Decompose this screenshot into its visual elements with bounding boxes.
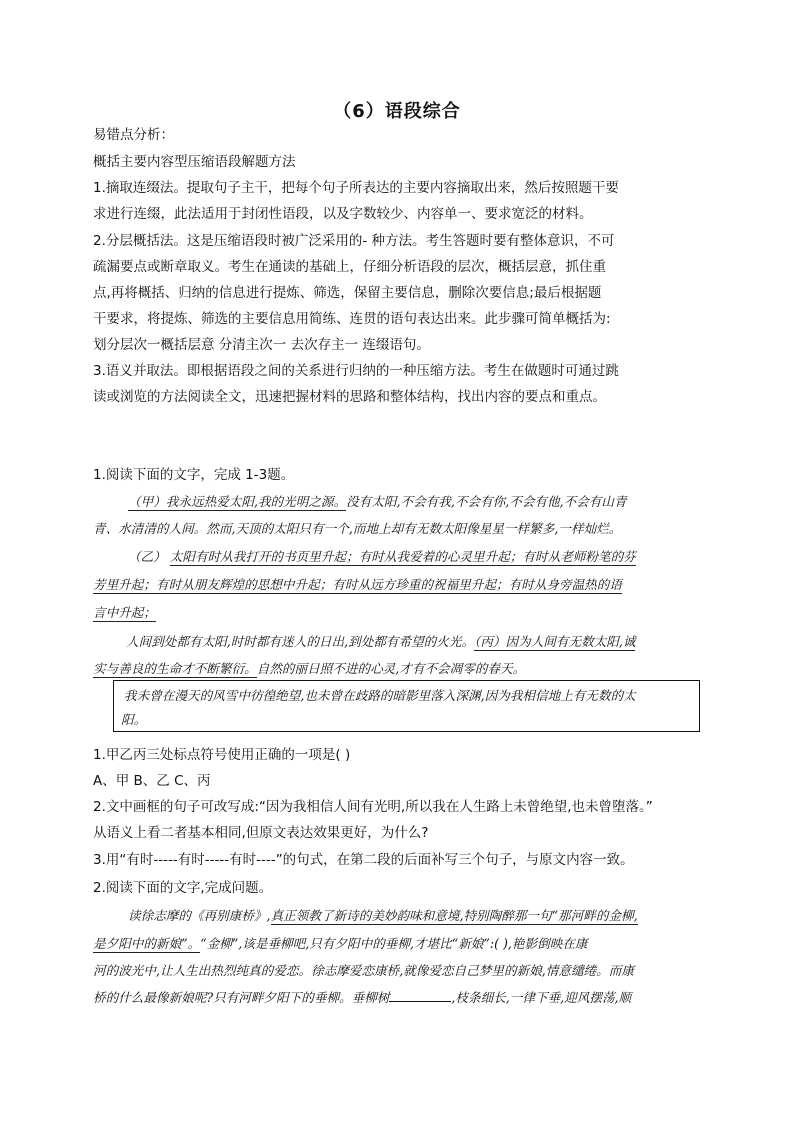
boxed-sentence-line: 我未曾在漫天的风雪中彷徨绝望,也未曾在歧路的暗影里落入深渊,因为我相信地上有无数的太: [124, 688, 636, 703]
passage-line: 实与善良的生命才不断繁衍。自然的丽日照不进的心灵,才有不会凋零的春天。: [93, 661, 526, 676]
analysis-subheading: 概括主要内容型压缩语段解题方法: [93, 154, 296, 170]
passage-line: [93, 604, 156, 622]
passage-paragraph-2: （乙） 太阳有时从我打开的书页里升起；有时从我爱着的心灵里升起；有时从老师粉笔的芬: [128, 549, 636, 564]
underlined-sentence: 真正领教了新诗的美妙韵味和意境,特别陶醉那一句“那河畔的金柳,: [270, 908, 638, 923]
sub-question-3: 3.用“有时-----有时-----有时----”的句式，在第二段的后面补写三个句子，与原文内容一致。: [93, 852, 634, 868]
analysis-line: 求进行连缀，此法适用于封闭性语段，以及字数较少、内容单一、要求宽泛的材料。: [93, 206, 593, 222]
underlined-sentence: 是夕阳中的新娘”。: [93, 936, 201, 951]
question-1-intro: 1.阅读下面的文字，完成 1-3题。: [93, 467, 295, 483]
sub-question-1-options: A、甲 B、乙 C、丙: [93, 773, 211, 789]
analysis-line: 1.摘取连缀法。提取句子主干，把每个句子所表达的主要内容摘取出来，然后按照题干要: [93, 180, 619, 196]
answer-blank[interactable]: [389, 989, 451, 1002]
passage-2-line: 河的波光中,让人生出热烈纯真的爱恋。徐志摩爱恋康桥,就像爱恋自己梦里的新娘,情意缱绻。而康: [93, 963, 634, 978]
passage-paragraph-3: 人间到处都有太阳,时时都有迷人的日出,到处都有希望的火光。（丙）因为人间有无数太阳,诚: [126, 634, 636, 649]
sub-question-1: 1.甲乙丙三处标点符号使用正确的一项是( ): [93, 747, 351, 763]
underlined-bing: （丙）因为人间有无数太阳,诚: [474, 634, 636, 649]
passage-paragraph-1: （甲）我永远热爱太阳,我的光明之源。没有太阳,不会有我,不会有你,不会有他,不会有山青: [128, 494, 627, 509]
analysis-line: 干要求，将提炼、筛选的主要信息用简练、连贯的语句表达出来。此步骤可简单概括为:: [93, 311, 611, 327]
analysis-line: 点,再将概括、归纳的信息进行提炼、筛选，保留主要信息，删除次要信息;最后根据题: [93, 285, 602, 301]
underlined-sentence: 实与善良的生命才不断繁衍。: [93, 661, 257, 676]
passage-2-line: 读徐志摩的《再别康桥》,真正领教了新诗的美妙韵味和意境,特别陶醉那一句“那河畔的金柳,: [128, 908, 638, 923]
page-title: （6）语段综合: [333, 101, 461, 122]
analysis-line: 2.分层概括法。这是压缩语段时被广泛采用的- 种方法。考生答题时要有整体意识，不可: [93, 233, 615, 249]
analysis-line: 读或浏览的方法阅读全文，迅速把握材料的思路和整体结构，找出内容的要点和重点。: [93, 389, 606, 405]
passage-2-line: 桥的什么最像新娘呢?只有河畔夕阳下的垂柳。垂柳树 ,枝条细长,一律下垂,迎风摆荡,顺: [93, 990, 632, 1005]
passage-line: [93, 576, 622, 594]
analysis-line: 划分层次一概括层意 分清主次一 去次存主一 连缀语句。: [93, 337, 430, 353]
analysis-line: 3.语义并取法。即根据语段之间的关系进行归纳的一种压缩方法。考生在做题时可通过跳: [93, 363, 619, 379]
underlined-sentence: 太阳有时从我打开的书页里升起；有时从我爱着的心灵里升起；有时从老师粉笔的芬: [169, 549, 636, 564]
underlined-sentence: 芳里升起；有时从朋友辉煌的思想中升起；有时从远方珍重的祝福里升起；有时从身旁温热的语: [93, 577, 622, 592]
analysis-line: 疏漏要点或断章取义。考生在通读的基础上，仔细分析语段的层次，概括层意，抓住重: [93, 259, 606, 275]
sub-question-2-cont: 从语义上看二者基本相同,但原文表达效果更好，为什么?: [93, 825, 429, 841]
analysis-heading: 易错点分析：: [93, 127, 174, 143]
question-2-intro: 2.阅读下面的文字,完成问题。: [93, 880, 273, 896]
underlined-jia: （甲）我永远热爱太阳,我的光明之源。: [128, 494, 347, 509]
passage-2-line: 是夕阳中的新娘”。“金柳”,该是垂柳吧,只有夕阳中的垂柳,才堪比“新娘”:( ),艳影倒映在康: [93, 936, 588, 951]
sub-question-2: 2.文中画框的句子可改写成:“因为我相信人间有光明,所以我在人生路上未曾绝望,也未曾堕落。”: [93, 799, 653, 815]
passage-line: 青、水清清的人间。然而,天顶的太阳只有一个,而地上却有无数太阳像星星一样繁多,一样灿烂。: [93, 521, 622, 536]
underlined-sentence: 言中升起；: [93, 605, 156, 620]
boxed-sentence-line: 阳。: [121, 712, 147, 727]
